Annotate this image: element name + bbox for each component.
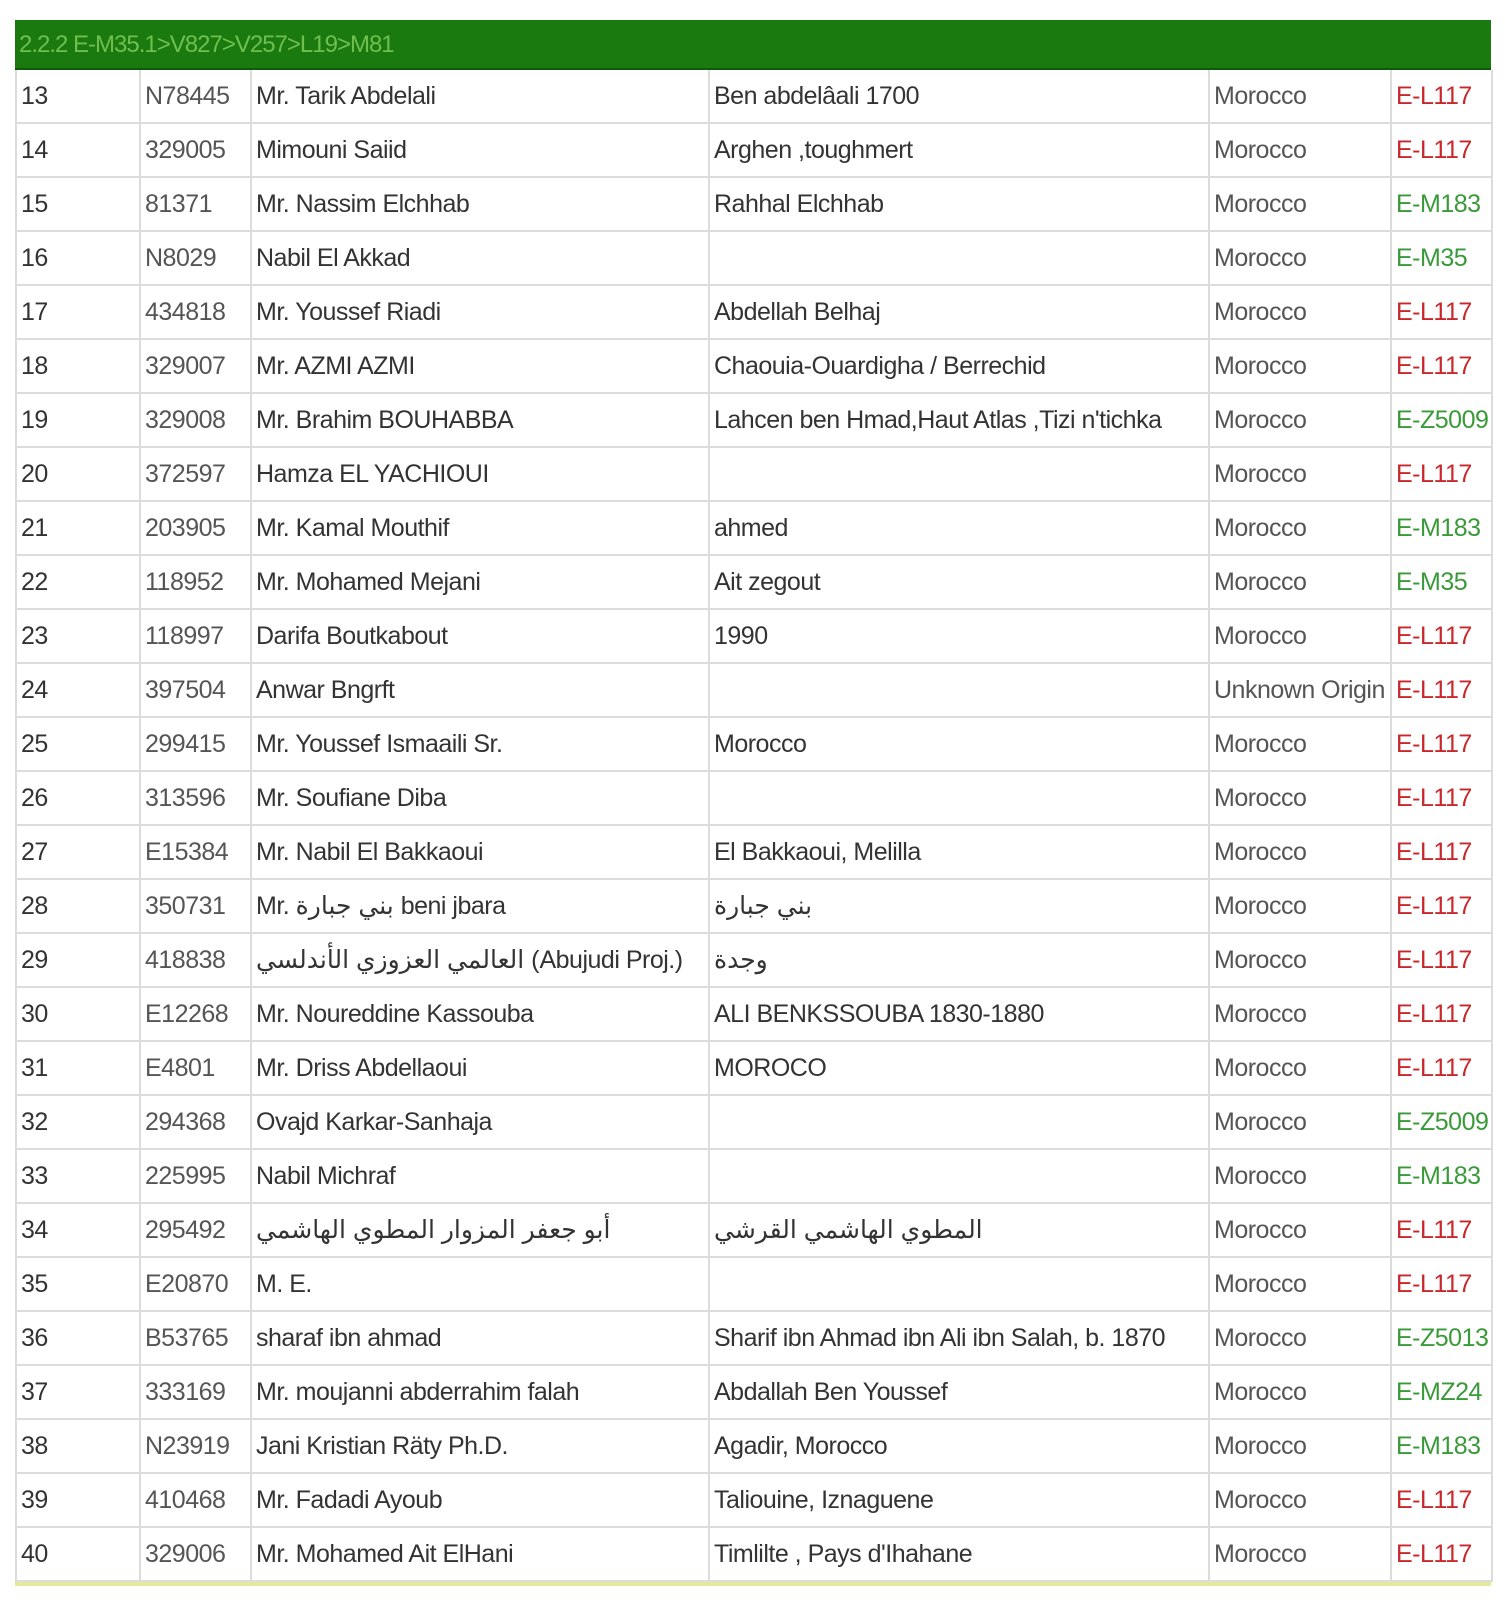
country-cell: Morocco [1209, 1149, 1391, 1203]
country-cell: Morocco [1209, 1095, 1391, 1149]
row-number-cell: 23 [16, 609, 140, 663]
kit-number-cell: 299415 [140, 717, 251, 771]
haplogroup-cell: E-L117 [1391, 70, 1492, 123]
paternal-ancestor-cell: Sharif ibn Ahmad ibn Ali ibn Salah, b. 1870 [709, 1311, 1209, 1365]
member-name-cell: M. E. [251, 1257, 709, 1311]
table-bottom-rule [15, 1582, 1491, 1586]
table-row [16, 447, 1492, 501]
haplogroup-cell: E-L117 [1391, 1041, 1492, 1095]
table-row [16, 717, 1492, 771]
haplogroup-cell: E-M183 [1391, 501, 1492, 555]
country-cell: Morocco [1209, 447, 1391, 501]
kit-number-cell: E4801 [140, 1041, 251, 1095]
member-name-cell: Jani Kristian Räty Ph.D. [251, 1419, 709, 1473]
paternal-ancestor-cell: Ben abdelâali 1700 [709, 70, 1209, 123]
country-cell: Morocco [1209, 1473, 1391, 1527]
kit-number-cell: 350731 [140, 879, 251, 933]
paternal-ancestor-cell: Taliouine, Iznaguene [709, 1473, 1209, 1527]
member-name-cell: Mr. Mohamed Mejani [251, 555, 709, 609]
member-name-cell: Mr. Noureddine Kassouba [251, 987, 709, 1041]
row-number-cell: 32 [16, 1095, 140, 1149]
table-row [16, 771, 1492, 825]
member-name-cell: Mr. بني جبارة beni jbara [251, 879, 709, 933]
haplogroup-cell: E-L117 [1391, 447, 1492, 501]
haplogroup-cell: E-L117 [1391, 339, 1492, 393]
member-name-cell: Hamza EL YACHIOUI [251, 447, 709, 501]
haplogroup-cell: E-L117 [1391, 1527, 1492, 1581]
haplogroup-cell: E-Z5009 [1391, 393, 1492, 447]
haplogroup-cell: E-Z5009 [1391, 1095, 1492, 1149]
paternal-ancestor-cell [709, 1149, 1209, 1203]
row-number-cell: 30 [16, 987, 140, 1041]
group-header [15, 20, 1491, 70]
member-name-cell: Darifa Boutkabout [251, 609, 709, 663]
row-number-cell: 27 [16, 825, 140, 879]
member-name-cell: Mr. moujanni abderrahim falah [251, 1365, 709, 1419]
member-name-cell: Mr. Nabil El Bakkaoui [251, 825, 709, 879]
country-cell: Morocco [1209, 987, 1391, 1041]
paternal-ancestor-cell: Agadir, Morocco [709, 1419, 1209, 1473]
kit-number-cell: 397504 [140, 663, 251, 717]
member-name-cell: Mr. AZMI AZMI [251, 339, 709, 393]
paternal-ancestor-cell: المطوي الهاشمي القرشي [709, 1203, 1209, 1257]
member-name-cell: Mr. Nassim Elchhab [251, 177, 709, 231]
table-row [16, 339, 1492, 393]
haplogroup-cell: E-L117 [1391, 879, 1492, 933]
row-number-cell: 36 [16, 1311, 140, 1365]
haplogroup-cell: E-L117 [1391, 123, 1492, 177]
table-row [16, 1149, 1492, 1203]
kit-number-cell: 225995 [140, 1149, 251, 1203]
member-name-cell: sharaf ibn ahmad [251, 1311, 709, 1365]
country-cell: Morocco [1209, 933, 1391, 987]
country-cell: Morocco [1209, 555, 1391, 609]
haplogroup-cell: E-L117 [1391, 933, 1492, 987]
haplogroup-cell: E-M183 [1391, 1419, 1492, 1473]
table-row [16, 933, 1492, 987]
row-number-cell: 21 [16, 501, 140, 555]
table-row [16, 1419, 1492, 1473]
members-table-panel [15, 20, 1491, 1586]
haplogroup-cell: E-L117 [1391, 285, 1492, 339]
haplogroup-cell: E-M183 [1391, 177, 1492, 231]
kit-number-cell: B53765 [140, 1311, 251, 1365]
country-cell: Morocco [1209, 1257, 1391, 1311]
member-name-cell: Mr. Fadadi Ayoub [251, 1473, 709, 1527]
haplogroup-cell: E-L117 [1391, 825, 1492, 879]
table-row [16, 177, 1492, 231]
kit-number-cell: 295492 [140, 1203, 251, 1257]
table-row [16, 609, 1492, 663]
row-number-cell: 29 [16, 933, 140, 987]
kit-number-cell: 434818 [140, 285, 251, 339]
kit-number-cell: 313596 [140, 771, 251, 825]
paternal-ancestor-cell: بني جبارة [709, 879, 1209, 933]
haplogroup-cell: E-M35 [1391, 555, 1492, 609]
kit-number-cell: 329007 [140, 339, 251, 393]
table-row [16, 1095, 1492, 1149]
paternal-ancestor-cell: Morocco [709, 717, 1209, 771]
row-number-cell: 16 [16, 231, 140, 285]
row-number-cell: 22 [16, 555, 140, 609]
kit-number-cell: 333169 [140, 1365, 251, 1419]
table-row [16, 501, 1492, 555]
member-name-cell: Mr. Youssef Ismaaili Sr. [251, 717, 709, 771]
haplogroup-cell: E-L117 [1391, 609, 1492, 663]
haplogroup-cell: E-Z5013 [1391, 1311, 1492, 1365]
row-number-cell: 40 [16, 1527, 140, 1581]
kit-number-cell: 329005 [140, 123, 251, 177]
kit-number-cell: 203905 [140, 501, 251, 555]
row-number-cell: 17 [16, 285, 140, 339]
row-number-cell: 31 [16, 1041, 140, 1095]
paternal-ancestor-cell [709, 771, 1209, 825]
group-title: 2.2.2 E-M35.1>V827>V257>L19>M81 [19, 31, 394, 58]
table-row [16, 987, 1492, 1041]
table-row [16, 231, 1492, 285]
table-row [16, 393, 1492, 447]
member-name-cell: Mr. Tarik Abdelali [251, 70, 709, 123]
kit-number-cell: E15384 [140, 825, 251, 879]
country-cell: Morocco [1209, 717, 1391, 771]
haplogroup-cell: E-L117 [1391, 1257, 1492, 1311]
table-row [16, 555, 1492, 609]
row-number-cell: 19 [16, 393, 140, 447]
country-cell: Morocco [1209, 70, 1391, 123]
paternal-ancestor-cell: Chaouia-Ouardigha / Berrechid [709, 339, 1209, 393]
table-row [16, 1257, 1492, 1311]
country-cell: Morocco [1209, 123, 1391, 177]
haplogroup-cell: E-L117 [1391, 717, 1492, 771]
kit-number-cell: 118997 [140, 609, 251, 663]
member-name-cell: Mr. Youssef Riadi [251, 285, 709, 339]
row-number-cell: 28 [16, 879, 140, 933]
table-row [16, 879, 1492, 933]
country-cell: Unknown Origin [1209, 663, 1391, 717]
paternal-ancestor-cell: ALI BENKSSOUBA 1830-1880 [709, 987, 1209, 1041]
row-number-cell: 18 [16, 339, 140, 393]
row-number-cell: 20 [16, 447, 140, 501]
table-row [16, 1203, 1492, 1257]
haplogroup-cell: E-M183 [1391, 1149, 1492, 1203]
member-name-cell: Mimouni Saiid [251, 123, 709, 177]
kit-number-cell: E12268 [140, 987, 251, 1041]
country-cell: Morocco [1209, 501, 1391, 555]
kit-number-cell: N8029 [140, 231, 251, 285]
kit-number-cell: 81371 [140, 177, 251, 231]
member-name-cell: Mr. Mohamed Ait ElHani [251, 1527, 709, 1581]
country-cell: Morocco [1209, 879, 1391, 933]
paternal-ancestor-cell: Timlilte , Pays d'Ihahane [709, 1527, 1209, 1581]
paternal-ancestor-cell: Abdallah Ben Youssef [709, 1365, 1209, 1419]
country-cell: Morocco [1209, 231, 1391, 285]
table-row [16, 285, 1492, 339]
paternal-ancestor-cell: Lahcen ben Hmad,Haut Atlas ,Tizi n'tichka [709, 393, 1209, 447]
haplogroup-cell: E-L117 [1391, 987, 1492, 1041]
paternal-ancestor-cell: Arghen ,toughmert [709, 123, 1209, 177]
haplogroup-cell: E-MZ24 [1391, 1365, 1492, 1419]
paternal-ancestor-cell [709, 663, 1209, 717]
table-row [16, 825, 1492, 879]
member-name-cell: Anwar Bngrft [251, 663, 709, 717]
row-number-cell: 15 [16, 177, 140, 231]
kit-number-cell: 329008 [140, 393, 251, 447]
member-name-cell: أبو جعفر المزوار المطوي الهاشمي [251, 1203, 709, 1257]
country-cell: Morocco [1209, 1041, 1391, 1095]
member-name-cell: Mr. Brahim BOUHABBA [251, 393, 709, 447]
members-table [15, 70, 1493, 1582]
member-name-cell: Nabil El Akkad [251, 231, 709, 285]
paternal-ancestor-cell: ahmed [709, 501, 1209, 555]
country-cell: Morocco [1209, 177, 1391, 231]
paternal-ancestor-cell: وجدة [709, 933, 1209, 987]
member-name-cell: Mr. Driss Abdellaoui [251, 1041, 709, 1095]
row-number-cell: 26 [16, 771, 140, 825]
paternal-ancestor-cell: Rahhal Elchhab [709, 177, 1209, 231]
member-name-cell: Nabil Michraf [251, 1149, 709, 1203]
table-row [16, 1041, 1492, 1095]
kit-number-cell: 418838 [140, 933, 251, 987]
row-number-cell: 38 [16, 1419, 140, 1473]
table-row [16, 1527, 1492, 1581]
kit-number-cell: 329006 [140, 1527, 251, 1581]
country-cell: Morocco [1209, 771, 1391, 825]
row-number-cell: 33 [16, 1149, 140, 1203]
paternal-ancestor-cell: 1990 [709, 609, 1209, 663]
haplogroup-cell: E-M35 [1391, 231, 1492, 285]
table-row [16, 1365, 1492, 1419]
haplogroup-cell: E-L117 [1391, 771, 1492, 825]
kit-number-cell: 410468 [140, 1473, 251, 1527]
kit-number-cell: 294368 [140, 1095, 251, 1149]
table-row [16, 70, 1492, 123]
table-row [16, 1311, 1492, 1365]
row-number-cell: 25 [16, 717, 140, 771]
paternal-ancestor-cell: Ait zegout [709, 555, 1209, 609]
country-cell: Morocco [1209, 1527, 1391, 1581]
member-name-cell: Mr. Soufiane Diba [251, 771, 709, 825]
kit-number-cell: 118952 [140, 555, 251, 609]
row-number-cell: 34 [16, 1203, 140, 1257]
table-row [16, 1473, 1492, 1527]
member-name-cell: Mr. Kamal Mouthif [251, 501, 709, 555]
paternal-ancestor-cell [709, 447, 1209, 501]
country-cell: Morocco [1209, 1365, 1391, 1419]
members-table-body [16, 70, 1492, 1581]
paternal-ancestor-cell: El Bakkaoui, Melilla [709, 825, 1209, 879]
haplogroup-cell: E-L117 [1391, 1203, 1492, 1257]
row-number-cell: 37 [16, 1365, 140, 1419]
kit-number-cell: N23919 [140, 1419, 251, 1473]
row-number-cell: 14 [16, 123, 140, 177]
paternal-ancestor-cell [709, 231, 1209, 285]
country-cell: Morocco [1209, 1203, 1391, 1257]
country-cell: Morocco [1209, 393, 1391, 447]
country-cell: Morocco [1209, 609, 1391, 663]
row-number-cell: 39 [16, 1473, 140, 1527]
kit-number-cell: N78445 [140, 70, 251, 123]
member-name-cell: العالمي العزوزي الأندلسي (Abujudi Proj.) [251, 933, 709, 987]
table-row [16, 123, 1492, 177]
paternal-ancestor-cell [709, 1257, 1209, 1311]
row-number-cell: 13 [16, 70, 140, 123]
table-row [16, 663, 1492, 717]
country-cell: Morocco [1209, 339, 1391, 393]
haplogroup-cell: E-L117 [1391, 663, 1492, 717]
paternal-ancestor-cell: Abdellah Belhaj [709, 285, 1209, 339]
country-cell: Morocco [1209, 285, 1391, 339]
row-number-cell: 35 [16, 1257, 140, 1311]
haplogroup-cell: E-L117 [1391, 1473, 1492, 1527]
member-name-cell: Ovajd Karkar-Sanhaja [251, 1095, 709, 1149]
country-cell: Morocco [1209, 825, 1391, 879]
paternal-ancestor-cell [709, 1095, 1209, 1149]
country-cell: Morocco [1209, 1311, 1391, 1365]
kit-number-cell: E20870 [140, 1257, 251, 1311]
country-cell: Morocco [1209, 1419, 1391, 1473]
kit-number-cell: 372597 [140, 447, 251, 501]
row-number-cell: 24 [16, 663, 140, 717]
paternal-ancestor-cell: MOROCO [709, 1041, 1209, 1095]
